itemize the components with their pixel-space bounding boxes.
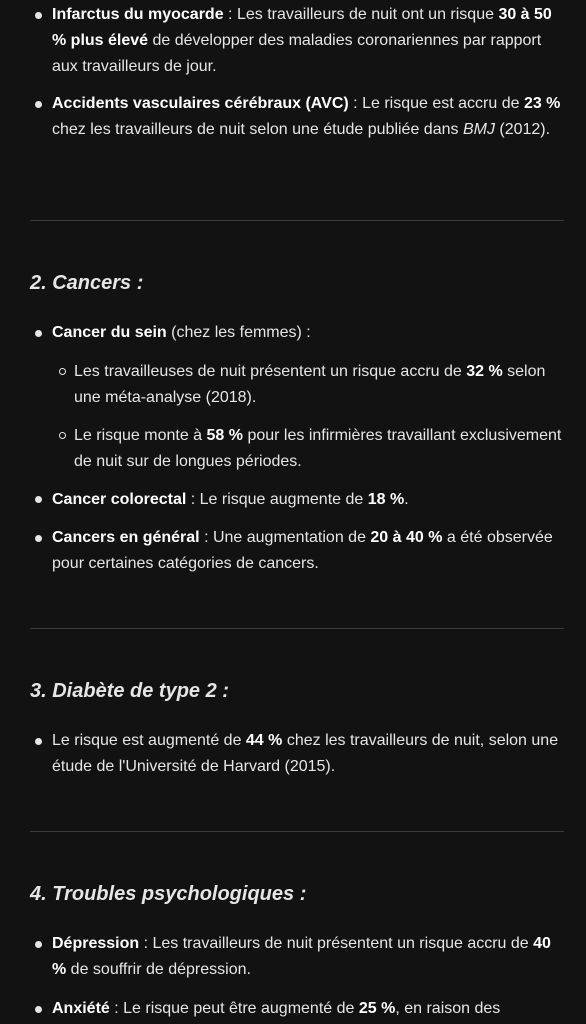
item-highlight: 30 à 50 % plus élevé [52, 6, 552, 49]
item-text: de souffrir de dépression. [66, 961, 251, 978]
item-highlight: 58 % [206, 427, 243, 444]
item-text: : Le risque est accru de [348, 95, 524, 112]
list-item-infarctus [52, 2, 562, 80]
item-highlight: 18 % [367, 491, 405, 508]
item-text: : Une augmentation de [199, 529, 371, 546]
section-heading-cancers: 2. Cancers : [30, 272, 144, 294]
section-heading-troubles: 4. Troubles psychologiques : [30, 883, 307, 905]
bullet [35, 330, 42, 337]
item-highlight: 23 % [523, 95, 561, 112]
sub-bullet [59, 368, 66, 375]
sub-item-infirmieres [74, 423, 562, 475]
list-item-diabete [52, 728, 562, 780]
bullet [35, 12, 42, 19]
item-text: (2012). [494, 121, 551, 138]
item-highlight: 20 à 40 % [370, 529, 443, 546]
list-item-colorectal [52, 487, 562, 513]
journal-name: BMJ [462, 121, 495, 138]
item-text: Le risque est augmenté de [52, 732, 246, 749]
sub-item-meta-analyse [74, 359, 562, 411]
bullet [35, 738, 42, 745]
divider [30, 628, 564, 629]
bullet [35, 535, 42, 542]
item-text: (chez les femmes) : [166, 324, 311, 341]
list-item-cancer-sein [52, 320, 562, 346]
list-item-anxiete [52, 996, 562, 1022]
list-item-cancers-general [52, 525, 562, 577]
item-text: : Les travailleurs de nuit présentent un risque accru de [139, 935, 534, 952]
list-item-avc [52, 91, 562, 143]
item-label: Infarctus du myocarde [52, 6, 224, 23]
list-item-depression [52, 931, 562, 983]
divider [30, 220, 564, 221]
item-text: : Le risque peut être augmenté de [109, 1000, 359, 1017]
item-text: de développer des maladies coronariennes par rapport aux travailleurs de jour. [52, 32, 542, 75]
item-text: chez les travailleurs de nuit selon une étude publiée dans [52, 121, 463, 138]
item-text: selon une méta-analyse (2018). [74, 363, 546, 406]
item-text: : Le risque augmente de [186, 491, 368, 508]
item-label: Dépression [52, 935, 140, 952]
item-text: Les travailleuses de nuit présentent un risque accru de [74, 363, 467, 380]
item-label: Anxiété [52, 1000, 110, 1017]
item-highlight: 40 % [52, 935, 551, 978]
item-text: pour les infirmières travaillant exclusivement de nuit sur de longues périodes. [74, 427, 562, 470]
item-label: Cancer colorectal [52, 491, 187, 508]
item-highlight: 32 % [466, 363, 503, 380]
bullet [35, 101, 42, 108]
item-highlight: 25 % [358, 1000, 396, 1017]
bullet [35, 941, 42, 948]
sub-bullet [59, 432, 66, 439]
item-text: . [404, 491, 409, 508]
item-text: Le risque monte à [74, 427, 207, 444]
item-label: Cancer du sein [52, 324, 167, 341]
item-label: Accidents vasculaires cérébraux (AVC) [52, 95, 349, 112]
item-text: chez les travailleurs de nuit, selon une étude de l'Université de Harvard (2015). [52, 732, 559, 775]
section-heading-diabete: 3. Diabète de type 2 : [30, 680, 229, 702]
item-highlight: 44 % [245, 732, 283, 749]
bullet [35, 1006, 42, 1013]
bullet [35, 496, 42, 503]
item-text: a été observée pour certaines catégories de cancers. [52, 529, 553, 572]
item-text: , en raison des [395, 1000, 501, 1017]
divider [30, 831, 564, 832]
item-text: : Les travailleurs de nuit ont un risque [223, 6, 499, 23]
item-label: Cancers en général [52, 529, 200, 546]
